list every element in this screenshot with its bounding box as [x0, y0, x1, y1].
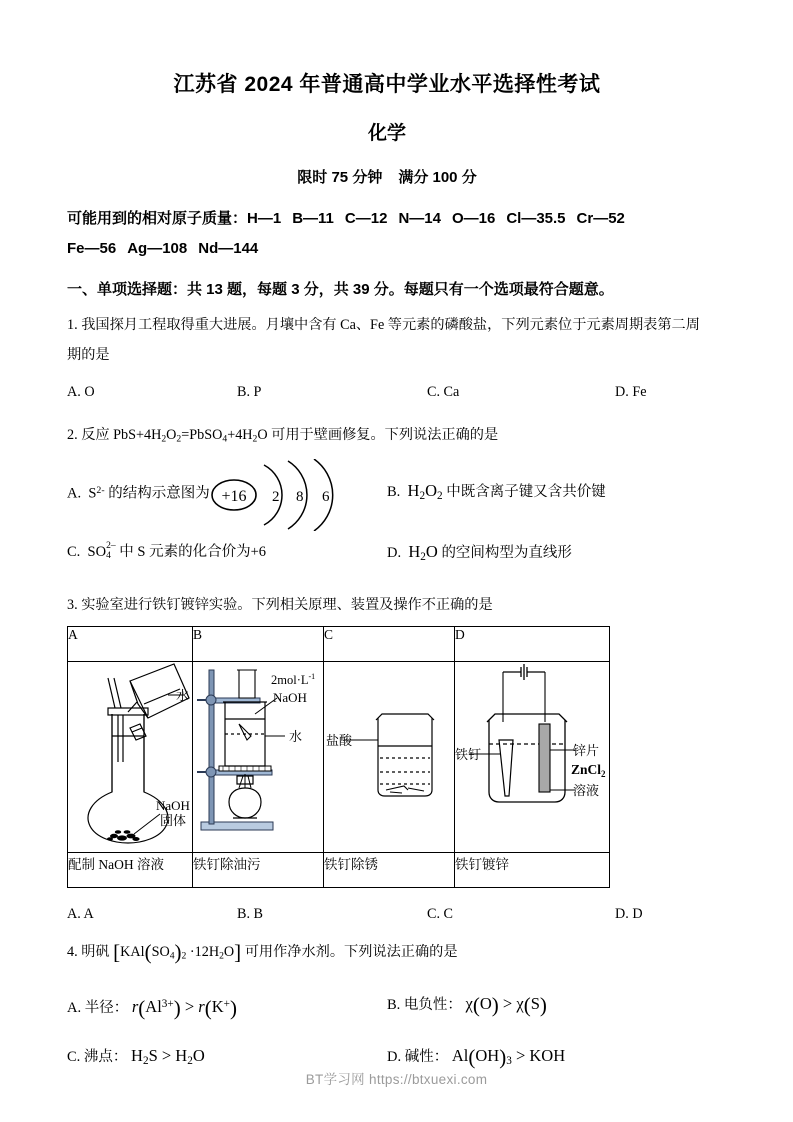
page-title: 江苏省 2024 年普通高中学业水平选择性考试 — [173, 73, 601, 96]
question-4-option-c-label: C. 沸点： — [67, 1049, 128, 1066]
table-header-b: B — [193, 627, 324, 662]
atomic-mass-label: 可能用到的相对原子质量： — [67, 210, 248, 227]
question-1-option-a[interactable]: A. O — [67, 384, 95, 400]
question-3 — [67, 590, 707, 620]
mass-ag: Ag—108 — [127, 240, 188, 257]
label-solid: 固体 — [160, 813, 187, 828]
svg-text:2: 2 — [271, 488, 280, 505]
mass-cl: Cl—35.5 — [506, 210, 566, 227]
question-1-number: 1. — [67, 317, 78, 333]
caption-b: 铁钉除油污 — [193, 853, 324, 888]
caption-c: 铁钉除锈 — [324, 853, 455, 888]
table-header-c: C — [324, 627, 455, 662]
question-3-option-d[interactable]: D. D — [615, 906, 643, 922]
question-4 — [67, 937, 707, 971]
mass-fe: Fe—56 — [67, 240, 117, 257]
question-2 — [67, 420, 707, 454]
experiment-table — [67, 626, 610, 888]
question-4-options-row1 — [67, 989, 707, 1023]
svg-text:8: 8 — [295, 488, 304, 505]
label-zncl2: ZnCl$_2$ — [571, 762, 606, 779]
section-heading: 一、单项选择题：共 13 题，每题 3 分，共 39 分。每题只有一个选项最符合题意。 — [67, 281, 614, 298]
label-iron-nail: 铁钉 — [455, 747, 482, 762]
total-score: 满分 100 分 — [398, 169, 477, 186]
question-4-option-b[interactable]: B. 电负性： χ(O) > χ(S) — [387, 993, 547, 1018]
table-header-row — [68, 627, 610, 662]
question-4-option-c[interactable]: C. 沸点： $H_2S > H_2O$ — [67, 1046, 205, 1068]
footer-watermark: BT学习网 https://btxuexi.com — [305, 1072, 488, 1087]
question-1-text: 我国探月工程取得重大进展。月壤中含有 Ca、Fe 等元素的磷酸盐，下列元素位于元素周期表第二周期的是 — [67, 317, 700, 363]
caption-a: 配制 NaOH 溶液 — [68, 853, 193, 888]
question-2-option-b[interactable]: B. $H_2O_2$ 中既含离子键又含共价键 — [387, 481, 606, 503]
question-1-option-c[interactable]: C. Ca — [427, 384, 460, 400]
label-concentration: $2mol\cdot L^{-1}$ — [271, 672, 316, 687]
question-3-text: 实验室进行铁钉镀锌实验。下列相关原理、装置及操作不正确的是 — [81, 597, 493, 613]
mass-o: O—16 — [451, 210, 496, 227]
question-1-option-b[interactable]: B. P — [237, 384, 262, 400]
time-limit: 限时 75 分钟 — [297, 169, 383, 186]
question-4-number: 4. — [67, 944, 78, 960]
question-4-option-d[interactable]: D. 碱性： $Al(OH)_3$ > KOH — [387, 1045, 566, 1070]
question-1-options — [67, 378, 707, 406]
mass-b: B—11 — [292, 210, 334, 227]
question-2-option-d[interactable]: D. $H_2O$ 的空间构型为直线形 — [387, 542, 572, 563]
question-2-options-row2 — [67, 537, 707, 572]
mass-nd: Nd—144 — [198, 240, 259, 257]
electron-shell-diagram — [210, 485, 360, 505]
exam-meta — [67, 166, 707, 187]
label-hydrochloric-acid: 盐酸 — [326, 733, 353, 748]
question-1-option-d[interactable]: D. Fe — [615, 384, 647, 400]
question-3-number: 3. — [67, 597, 78, 613]
table-header-d: D — [455, 627, 610, 662]
mass-n: N—14 — [398, 210, 441, 227]
table-header-a: A — [68, 627, 193, 662]
table-figure-row — [68, 662, 610, 853]
mass-cr: Cr—52 — [576, 210, 625, 227]
figure-cell-a — [68, 662, 193, 853]
zinc-electrode — [539, 724, 550, 792]
mass-h: H—1 — [247, 210, 282, 227]
question-3-options — [67, 906, 707, 923]
question-2-text: 反应 $PbS+4H_2O_2=PbSO_4+4H_2O$ 可用于壁画修复。下列说法正确的是 — [81, 427, 499, 445]
heating-stand-diagram — [193, 662, 323, 852]
question-3-option-b[interactable]: B. B — [237, 906, 264, 922]
label-water: 水 — [176, 688, 190, 703]
question-4-option-a[interactable]: A. 半径： $r(Al^{3+}) > r(K^+)$ — [67, 996, 237, 1021]
label-water-b: 水 — [289, 729, 303, 744]
svg-text:+16: +16 — [221, 487, 247, 505]
label-naoh-b: NaOH — [273, 690, 307, 705]
question-4-option-d-label: D. 碱性： — [387, 1049, 449, 1066]
figure-cell-c — [324, 662, 455, 853]
atomic-masses — [67, 204, 707, 264]
volumetric-flask-diagram — [68, 662, 192, 852]
page-content — [67, 0, 707, 1076]
question-3-option-a[interactable]: A. A — [67, 906, 94, 922]
caption-d: 铁钉镀锌 — [455, 853, 610, 888]
question-2-options-row1 — [67, 476, 707, 511]
table-caption-row — [68, 853, 610, 888]
label-naoh: NaOH — [156, 798, 190, 813]
svg-text:6: 6 — [321, 488, 330, 505]
question-3-option-c[interactable]: C. C — [427, 906, 454, 922]
question-4-option-b-label: B. 电负性： — [387, 997, 462, 1014]
subject-title: 化学 — [367, 123, 406, 144]
label-zinc-sheet: 锌片 — [573, 743, 600, 758]
figure-cell-d — [455, 662, 610, 853]
mass-c: C—12 — [344, 210, 388, 227]
label-solution: 溶液 — [573, 783, 600, 798]
figure-cell-b — [193, 662, 324, 853]
hcl-beaker-diagram — [324, 662, 454, 852]
question-4-text: 明矾 $[KAl(SO_4)_2 \cdot 12H_2O]$ 可用作净水剂。下列说法正确的是 — [81, 940, 458, 964]
question-4-option-a-label: A. 半径： — [67, 1000, 129, 1017]
question-2-number: 2. — [67, 427, 78, 443]
question-1-stem — [67, 310, 707, 370]
electroplating-diagram — [455, 662, 609, 852]
question-2-option-a[interactable]: A. $S^{2-}$ 的结构示意图为 +16 2 8 6 — [67, 476, 387, 511]
question-1 — [67, 310, 707, 370]
question-2-option-c[interactable]: C. SO 2– 4 中 S 元素的化合价为+6 — [67, 540, 267, 561]
